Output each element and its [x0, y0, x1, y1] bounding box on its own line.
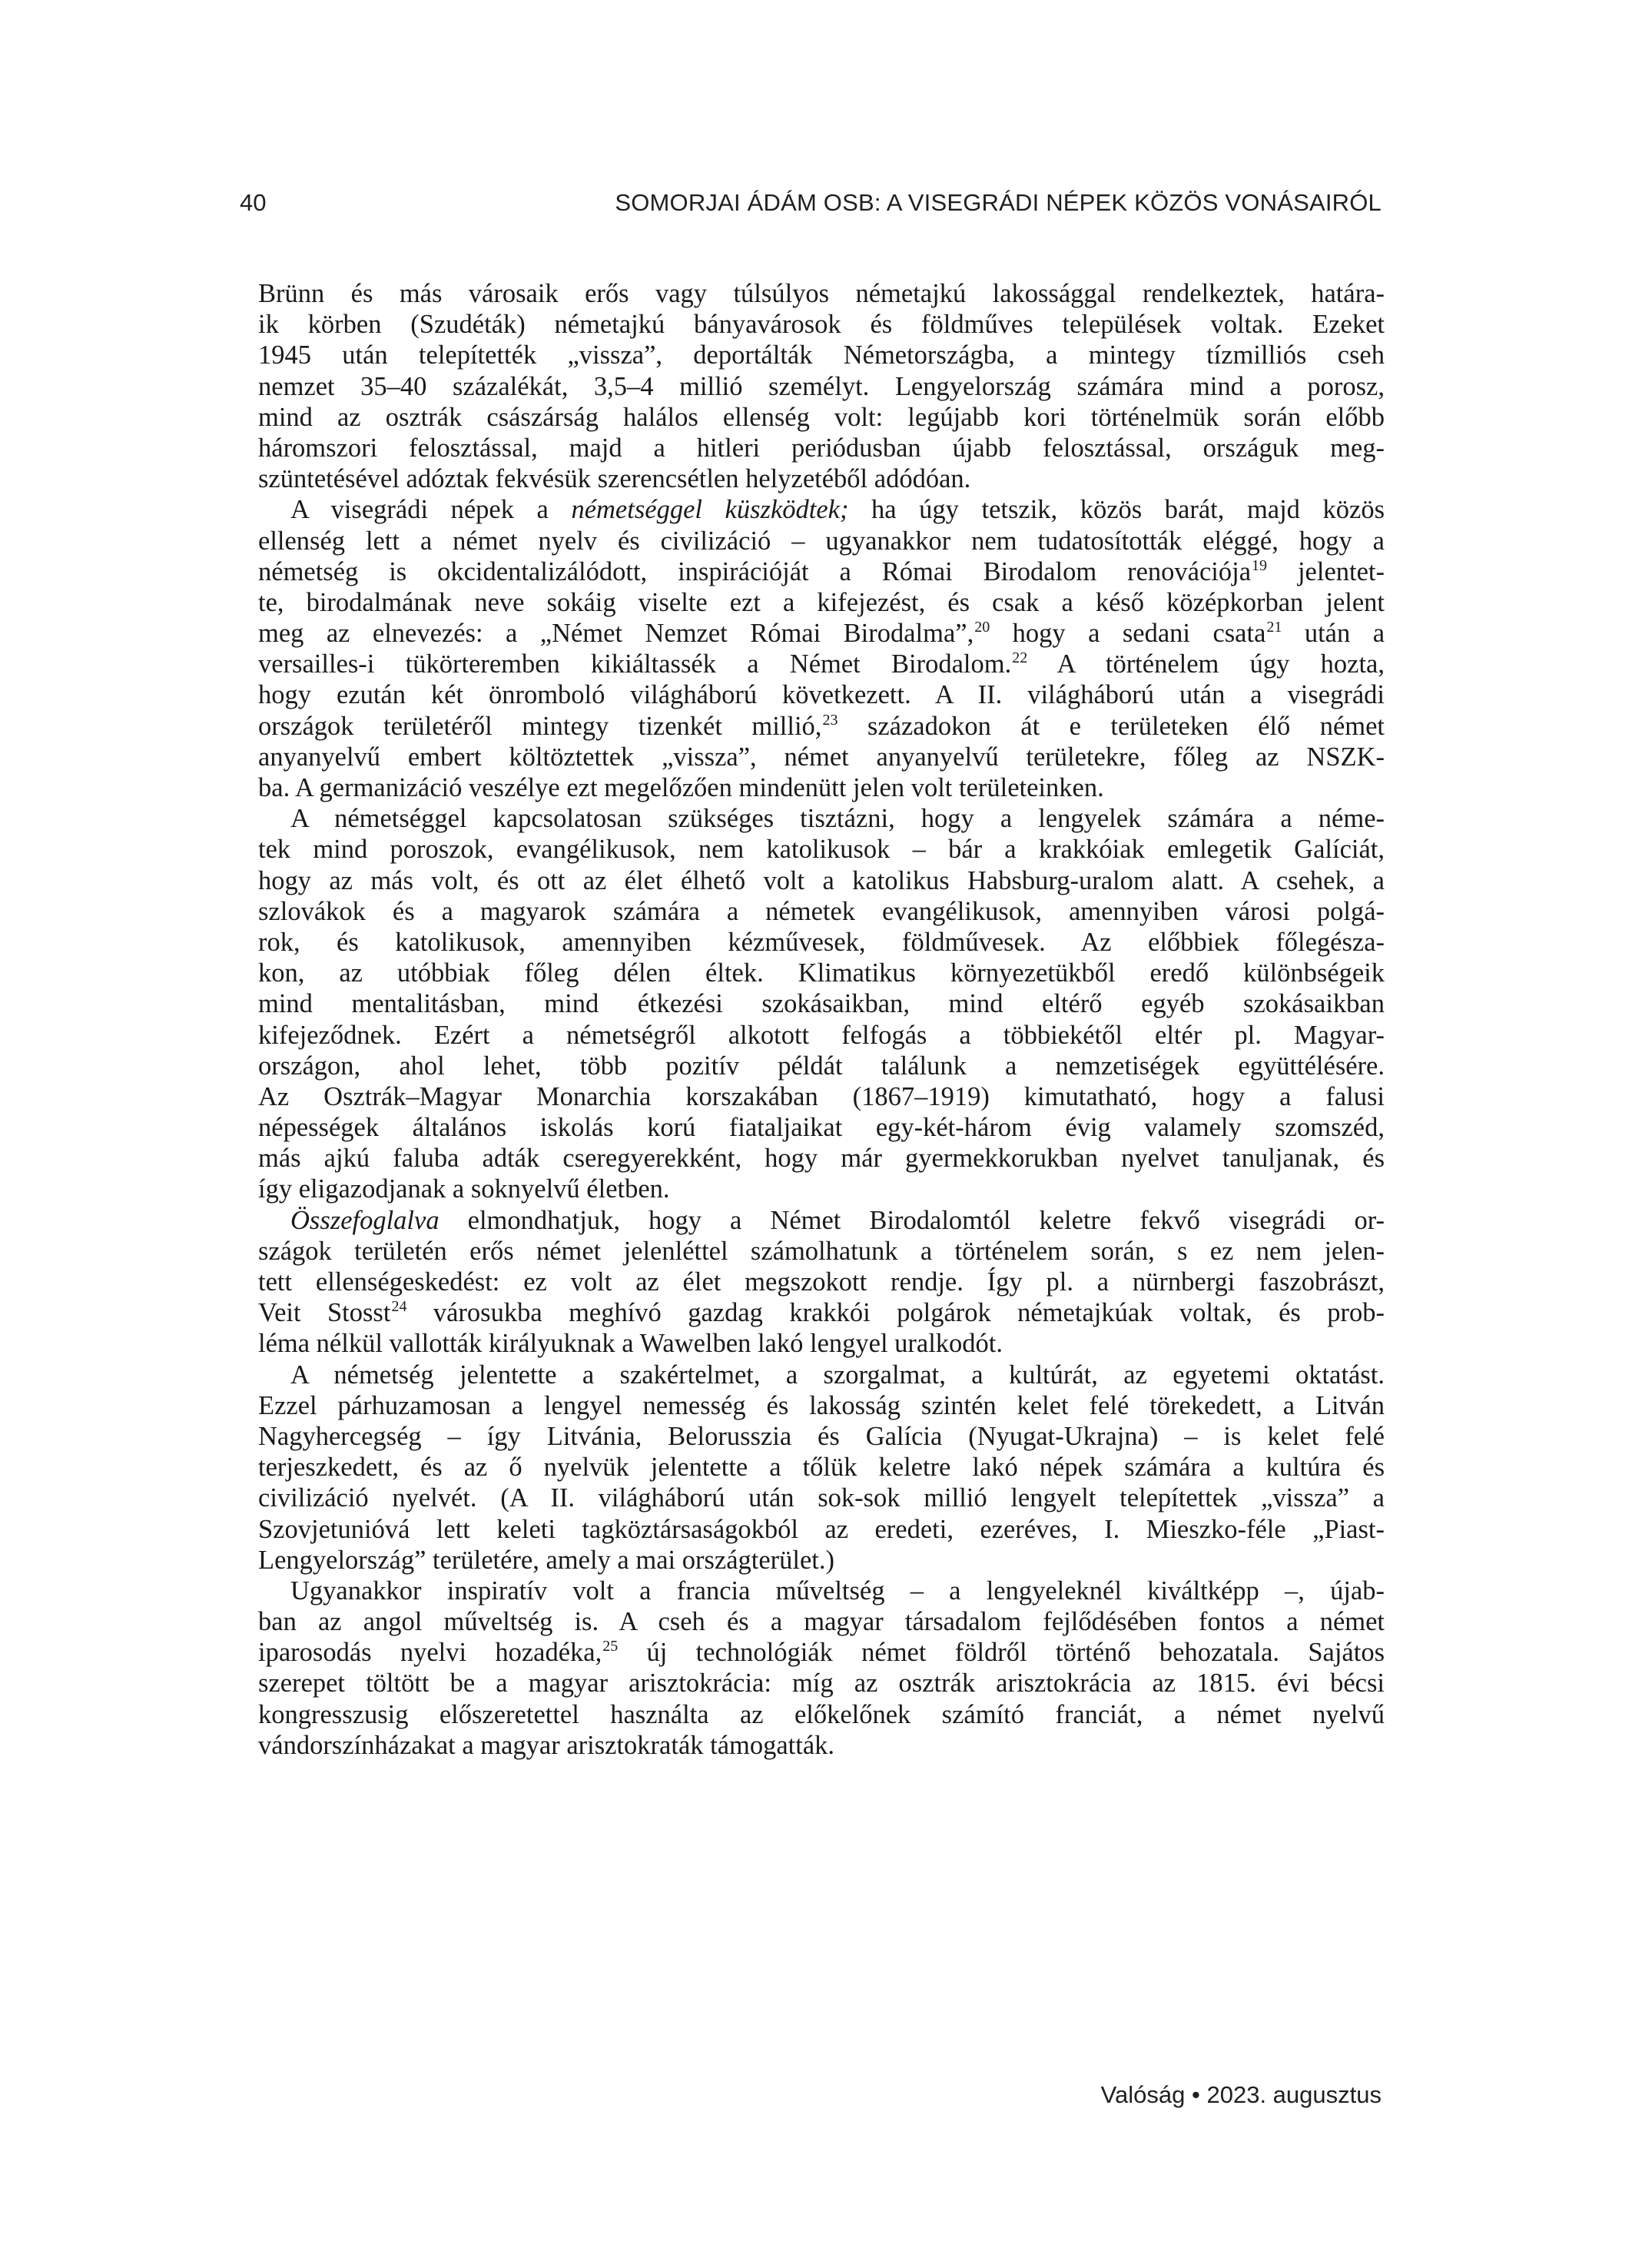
- text-segment: így eligazodjanak a soknyelvű életben.: [258, 1174, 670, 1204]
- text-segment: népességek általános iskolás korú fiataljaikat egy-két-három évig valamely szomszéd,: [258, 1113, 1385, 1143]
- page-number: 40: [240, 189, 267, 216]
- paragraph: [258, 1205, 1385, 1360]
- text-segment: hogy az más volt, és ott az élet élhető volt a katolikus Habsburg-uralom alatt. A csehek, a: [258, 865, 1385, 895]
- text-line: [258, 1483, 1385, 1513]
- text-segment: léma nélkül vallották királyuknak a Wawelben lakó lengyel uralkodót.: [258, 1329, 1003, 1359]
- text-segment: ban az angol műveltség is. A cseh és a magyar társadalom fejlődésében fontos a német: [258, 1607, 1385, 1637]
- text-segment: más ajkú faluba adták cseregyerekként, hogy már gyermekkorukban nyelvet tanuljanak, és: [258, 1144, 1385, 1174]
- text-line: [258, 371, 1385, 402]
- text-line: [258, 1297, 1385, 1328]
- text-segment: kifejeződnek. Ezért a németségről alkotott felfogás a többiekétől eltér pl. Magyar-: [258, 1020, 1385, 1050]
- text-line: [258, 958, 1385, 988]
- text-segment: országok területéről mintegy tizenkét millió,: [258, 711, 822, 741]
- text-line: [258, 896, 1385, 927]
- text-segment: kon, az utóbbiak főleg délen éltek. Klimatikus környezetükből eredő különbségeik: [258, 958, 1385, 988]
- text-segment: versailles-i tükörteremben kikiáltassék a Német Birodalom.: [258, 649, 1012, 679]
- paragraph: [258, 494, 1385, 803]
- text-line: [258, 865, 1385, 896]
- text-line: [258, 1236, 1385, 1267]
- text-segment: tek mind poroszok, evangélikusok, nem katolikusok – bár a krakkóiak emlegetik Galíciát,: [258, 835, 1385, 865]
- text-line: [258, 772, 1385, 803]
- text-line: [258, 1328, 1385, 1359]
- text-line: [258, 1020, 1385, 1051]
- emphasized-text: Összefoglalva: [290, 1205, 440, 1235]
- text-segment: iparosodás nyelvi hozadéka,: [258, 1638, 602, 1668]
- text-line: [258, 309, 1385, 340]
- text-segment: ik körben (Szudéták) németajkú bányavárosok és földműves települések voltak. Ezeket: [258, 310, 1385, 340]
- text-line: [258, 1637, 1385, 1668]
- footnote-reference[interactable]: 22: [1012, 649, 1028, 667]
- text-line: [258, 1174, 1385, 1204]
- text-segment: elmondhatjuk, hogy a Német Birodalomtól keletre fekvő visegrádi or-: [439, 1205, 1385, 1235]
- text-line: [258, 803, 1385, 834]
- text-segment: anyanyelvű embert költöztettek „vissza”, német anyanyelvű területekre, főleg az NSZK-: [258, 742, 1385, 772]
- text-segment: szágok területén erős német jelenléttel számolhatunk a történelem során, s ez nem jelen-: [258, 1236, 1385, 1266]
- text-line: [258, 463, 1385, 494]
- paragraph: [258, 278, 1385, 494]
- text-segment: szlovákok és a magyarok számára a németek evangélikusok, amennyiben városi polgá-: [258, 896, 1385, 926]
- text-line: [258, 649, 1385, 679]
- text-line: [258, 433, 1385, 463]
- text-line: [258, 1081, 1385, 1112]
- text-line: [258, 526, 1385, 556]
- text-segment: 1945 után telepítették „vissza”, deportálták Németországba, a mintegy tízmilliós cseh: [258, 340, 1385, 370]
- text-segment: Veit Stosst: [258, 1298, 391, 1328]
- text-line: [258, 587, 1385, 618]
- text-line: [258, 1730, 1385, 1761]
- text-segment: Nagyhercegség – így Litvánia, Belorusszia és Galícia (Nyugat-Ukrajna) – is kelet felé: [258, 1421, 1385, 1451]
- text-segment: Ezzel párhuzamosan a lengyel nemesség és lakosság szintén kelet felé törekedett, a Litván: [258, 1390, 1385, 1420]
- text-segment: mind az osztrák császárság halálos ellenség volt: legújabb kori történelmük során előbb: [258, 402, 1385, 432]
- emphasized-text: németséggel küszködtek;: [571, 495, 849, 525]
- text-segment: hogy ezután két önromboló világháború következett. A II. világháború után a visegrádi: [258, 680, 1385, 710]
- text-segment: háromszori felosztással, majd a hitleri periódusban újabb felosztással, országuk meg-: [258, 433, 1385, 463]
- text-line: [258, 1514, 1385, 1545]
- issue-date: 2023. augusztus: [1206, 2081, 1382, 2108]
- text-line: [258, 1545, 1385, 1576]
- text-segment: új technológiák német földről történő behozatala. Sajátos: [618, 1638, 1385, 1668]
- text-segment: ba. A germanizáció veszélye ezt megelőzően mindenütt jelen volt területeinken.: [258, 773, 1104, 802]
- text-line: [258, 556, 1385, 587]
- text-segment: századokon át e területeken élő német: [838, 711, 1385, 741]
- text-segment: civilizáció nyelvét. (A II. világháború után sok-sok millió lengyelt telepítettek „vissza” a: [258, 1483, 1385, 1513]
- text-line: [258, 1421, 1385, 1452]
- journal-name: Valóság: [1100, 2081, 1186, 2108]
- text-segment: városukba meghívó gazdag krakkói polgárok németajkúak voltak, és prob-: [406, 1298, 1385, 1328]
- text-segment: tett ellenségeskedést: ez volt az élet megszokott rendje. Így pl. a nürnbergi faszobrászt,: [258, 1267, 1385, 1297]
- text-segment: jelentet-: [1267, 556, 1385, 586]
- text-segment: A visegrádi népek a: [290, 495, 572, 525]
- footnote-reference[interactable]: 23: [822, 711, 838, 729]
- text-segment: kongresszusig előszeretettel használta az előkelőnek számító franciát, a német nyelvű: [258, 1699, 1385, 1729]
- text-segment: hogy a sedani csata: [990, 619, 1266, 649]
- text-line: [258, 1267, 1385, 1297]
- text-line: [258, 1699, 1385, 1730]
- text-line: [258, 494, 1385, 525]
- text-segment: után a: [1282, 619, 1385, 649]
- text-segment: vándorszínházakat a magyar arisztokraták támogatták.: [258, 1730, 835, 1760]
- text-segment: szüntetésével adóztak fekvésük szerencsétlen helyzetéből adódóan.: [258, 464, 971, 494]
- text-line: [258, 1112, 1385, 1143]
- running-header-title: SOMORJAI ÁDÁM OSB: A VISEGRÁDI NÉPEK KÖZÖS VONÁSAIRÓL: [615, 189, 1382, 216]
- text-line: [258, 834, 1385, 865]
- page-footer: [1101, 2080, 1382, 2110]
- text-line: [258, 402, 1385, 433]
- text-segment: terjeszkedett, és az ő nyelvük jelentette a tőlük keletre lakó népek számára a kultúra és: [258, 1453, 1385, 1483]
- text-segment: ellenség lett a német nyelv és civilizáció – ugyanakkor nem tudatosították eléggé, hogy a: [258, 526, 1385, 556]
- text-line: [258, 1143, 1385, 1174]
- text-line: [258, 742, 1385, 772]
- footer-separator-bullet: •: [1192, 2081, 1200, 2108]
- text-segment: te, birodalmának neve sokáig viselte ezt a kifejezést, és csak a késő középkorban jelent: [258, 587, 1385, 617]
- footnote-reference[interactable]: 25: [602, 1638, 619, 1655]
- text-segment: Az Osztrák–Magyar Monarchia korszakában (1867–1919) kimutatható, hogy a falusi: [258, 1081, 1385, 1111]
- text-line: [258, 679, 1385, 710]
- text-segment: meg az elnevezés: a „Német Nemzet Római Birodalma”,: [258, 619, 974, 649]
- text-line: [258, 1051, 1385, 1081]
- text-segment: németség is okcidentalizálódott, inspirációját a Római Birodalom renovációja: [258, 556, 1252, 586]
- text-line: [258, 1452, 1385, 1483]
- text-segment: ha úgy tetszik, közös barát, majd közös: [848, 495, 1385, 525]
- text-line: [258, 1360, 1385, 1390]
- text-segment: A történelem úgy hozta,: [1027, 649, 1385, 679]
- paragraph: [258, 1360, 1385, 1576]
- text-segment: Brünn és más városaik erős vagy túlsúlyos németajkú lakossággal rendelkeztek, határa-: [258, 279, 1385, 308]
- text-line: [258, 927, 1385, 958]
- text-line: [258, 1668, 1385, 1699]
- text-line: [258, 1576, 1385, 1606]
- text-segment: szerepet töltött be a magyar arisztokrácia: míg az osztrák arisztokrácia az 1815. évi bécsi: [258, 1669, 1385, 1699]
- footnote-reference[interactable]: 24: [391, 1298, 407, 1316]
- footnote-reference[interactable]: 20: [974, 619, 990, 636]
- paragraph: [258, 1576, 1385, 1761]
- text-segment: nemzet 35–40 százalékát, 3,5–4 millió személyt. Lengyelország számára mind a porosz,: [258, 371, 1385, 401]
- text-line: [258, 278, 1385, 309]
- text-line: [258, 1606, 1385, 1637]
- text-segment: A németséggel kapcsolatosan szükséges tisztázni, hogy a lengyelek számára a néme-: [290, 804, 1385, 834]
- text-line: [258, 711, 1385, 742]
- running-header: [240, 188, 1382, 218]
- text-line: [258, 988, 1385, 1019]
- text-line: [258, 1390, 1385, 1421]
- text-line: [258, 1205, 1385, 1236]
- text-segment: rok, és katolikusok, amennyiben kézművesek, földművesek. Az előbbiek főlegésza-: [258, 927, 1385, 957]
- text-line: [258, 340, 1385, 370]
- text-segment: A németség jelentette a szakértelmet, a szorgalmat, a kultúrát, az egyetemi oktatást.: [290, 1360, 1385, 1390]
- paragraph: [258, 803, 1385, 1204]
- footnote-reference[interactable]: 19: [1252, 556, 1268, 574]
- footnote-reference[interactable]: 21: [1266, 619, 1282, 636]
- text-segment: mind mentalitásban, mind étkezési szokásaikban, mind eltérő egyéb szokásaikban: [258, 989, 1385, 1019]
- text-line: [258, 618, 1385, 649]
- article-body: [258, 278, 1385, 1761]
- text-segment: Szovjetunióvá lett keleti tagköztársaságokból az eredeti, ezeréves, I. Mieszko-féle „Piast-: [258, 1514, 1385, 1544]
- text-segment: Ugyanakkor inspiratív volt a francia műveltség – a lengyeleknél kiváltképp –, újab-: [290, 1576, 1385, 1606]
- text-segment: országon, ahol lehet, több pozitív példát találunk a nemzetiségek együttélésére.: [258, 1051, 1385, 1081]
- text-segment: Lengyelország” területére, amely a mai országterület.): [258, 1545, 834, 1575]
